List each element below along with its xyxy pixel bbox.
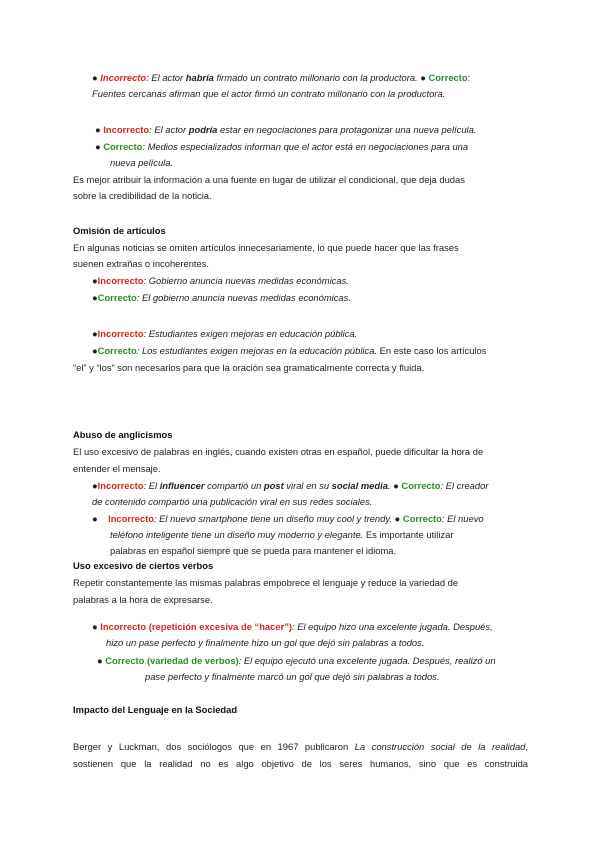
bullet-icon: ●: [92, 621, 98, 632]
label-incorrecto: Incorrecto: [108, 513, 154, 524]
bullet-icon: ●: [420, 72, 426, 83]
label-correcto: Correcto: [401, 480, 441, 491]
label-incorrecto: Incorrecto: [97, 328, 144, 339]
label-correcto: Correcto: [97, 292, 137, 303]
section-heading-verbos: Uso excesivo de ciertos verbos: [73, 560, 214, 571]
bullet-icon: ●: [95, 124, 101, 135]
label-correcto: Correcto: [103, 141, 143, 152]
paragraph-line: Es mejor atribuir la información a una fuente en lugar de utilizar el condicional, que deja dudas: [73, 174, 465, 185]
paragraph-line: “el” y “los” son necesarios para que la oración sea gramaticalmente correcta y fluida.: [73, 362, 425, 373]
example-1-line-1: ● Incorrecto: El actor habría firmado un contrato millonario con la productora. ● Correcto:: [92, 72, 471, 83]
anglicismos-example-2-line-2: teléfono inteligente tiene un diseño muy moderno y elegante. Es importante utilizar: [110, 529, 454, 540]
label-incorrecto: Incorrecto: [97, 275, 144, 286]
bullet-icon: ●: [92, 345, 98, 356]
bullet-icon: ●: [92, 328, 98, 339]
omision-incorrect-2: ●Incorrecto: Estudiantes exigen mejoras en educación pública.: [92, 328, 358, 339]
bullet-icon: ●: [95, 141, 101, 152]
paragraph-line: entender el mensaje.: [73, 463, 161, 474]
bullet-icon: ●: [92, 513, 98, 524]
paragraph-line: En algunas noticias se omiten artículos innecesariamente, lo que puede hacer que las frases: [73, 242, 459, 253]
label-correcto: Correcto: [97, 345, 137, 356]
label-incorrecto-verbos: Incorrecto (repetición excesiva de “hacer”): [100, 621, 293, 632]
bullet-icon: ●: [394, 513, 401, 524]
section-heading-impacto: Impacto del Lenguaje en la Sociedad: [73, 704, 238, 715]
anglicismos-example-1-line-2: de contenido compartió una publicación viral en sus redes sociales.: [92, 496, 373, 507]
bullet-icon: ●: [92, 275, 98, 286]
paragraph-line: Berger y Luckman, dos sociólogos que en 1967 publicaron La construcción social de la realidad,: [73, 741, 528, 752]
bullet-icon: ●: [393, 480, 399, 491]
label-incorrecto: Incorrecto: [100, 72, 147, 83]
omision-incorrect-1: ●Incorrecto: Gobierno anuncia nuevas medidas económicas.: [92, 275, 349, 286]
omision-correct-1: ●Correcto: El gobierno anuncia nuevas medidas económicas.: [92, 292, 351, 303]
verbos-correct-line-2: pase perfecto y finalmente marcó un gol que dejó sin palabras a todos.: [145, 671, 440, 682]
label-incorrecto: Incorrecto: [103, 124, 150, 135]
verbos-correct: ● Correcto (variedad de verbos): El equipo ejecutó una excelente jugada. Después, realizó un: [97, 655, 496, 666]
bullet-icon: ●: [92, 480, 98, 491]
label-correcto: Correcto: [428, 72, 468, 83]
example-2-correct: ● Correcto: Medios especializados informan que el actor está en negociaciones para una: [95, 141, 469, 152]
anglicismos-example-1: ●Incorrecto: El influencer compartió un post viral en su social media. ● Correcto: El creador: [92, 480, 489, 491]
example-2-correct-line-2: nueva película.: [110, 157, 174, 168]
paragraph-line: Repetir constantemente las mismas palabras empobrece el lenguaje y reduce la variedad de: [73, 577, 459, 588]
verbos-incorrect: ● Incorrecto (repetición excesiva de “hacer”): El equipo hizo una excelente jugada. Después,: [92, 621, 493, 632]
paragraph-line: sobre la credibilidad de la noticia.: [73, 190, 212, 201]
example-2-incorrect: ● Incorrecto: El actor podría estar en negociaciones para protagonizar una nueva película.: [95, 124, 477, 135]
section-heading-omision: Omisión de artículos: [73, 225, 166, 236]
paragraph-line: sostienen que la realidad no es algo objetivo de los seres humanos, sino que es construida: [73, 758, 528, 769]
label-correcto: Correcto: [402, 513, 442, 524]
example-1-line-2: Fuentes cercanas afirman que el actor firmó un contrato millonario con la productora.: [92, 88, 446, 99]
label-incorrecto: Incorrecto: [97, 480, 144, 491]
paragraph-line: El uso excesivo de palabras en inglés, cuando existen otras en español, puede dificultar la hora de: [73, 446, 484, 457]
verbos-incorrect-line-2: hizo un pase perfecto y finalmente hizo un gol que dejó sin palabras a todos.: [106, 637, 425, 648]
paragraph-line: palabras a la hora de expresarse.: [73, 594, 213, 605]
section-heading-anglicismos: Abuso de anglicismos: [73, 429, 173, 440]
omision-correct-2: ●Correcto: Los estudiantes exigen mejoras en la educación pública. En este caso los artículos: [92, 345, 487, 356]
anglicismos-example-2: ● Incorrecto: El nuevo smartphone tiene un diseño muy cool y trendy. ● Correcto: El nuevo: [92, 513, 484, 524]
bullet-icon: ●: [97, 655, 103, 666]
bullet-icon: ●: [92, 292, 98, 303]
paragraph-line: suenen extrañas o incoherentes.: [73, 258, 210, 269]
label-correcto-verbos: Correcto (variedad de verbos): [105, 655, 239, 666]
anglicismos-example-2-line-3: palabras en español siempre que se pueda para mantener el idioma.: [110, 545, 397, 556]
bullet-icon: ●: [92, 72, 98, 83]
